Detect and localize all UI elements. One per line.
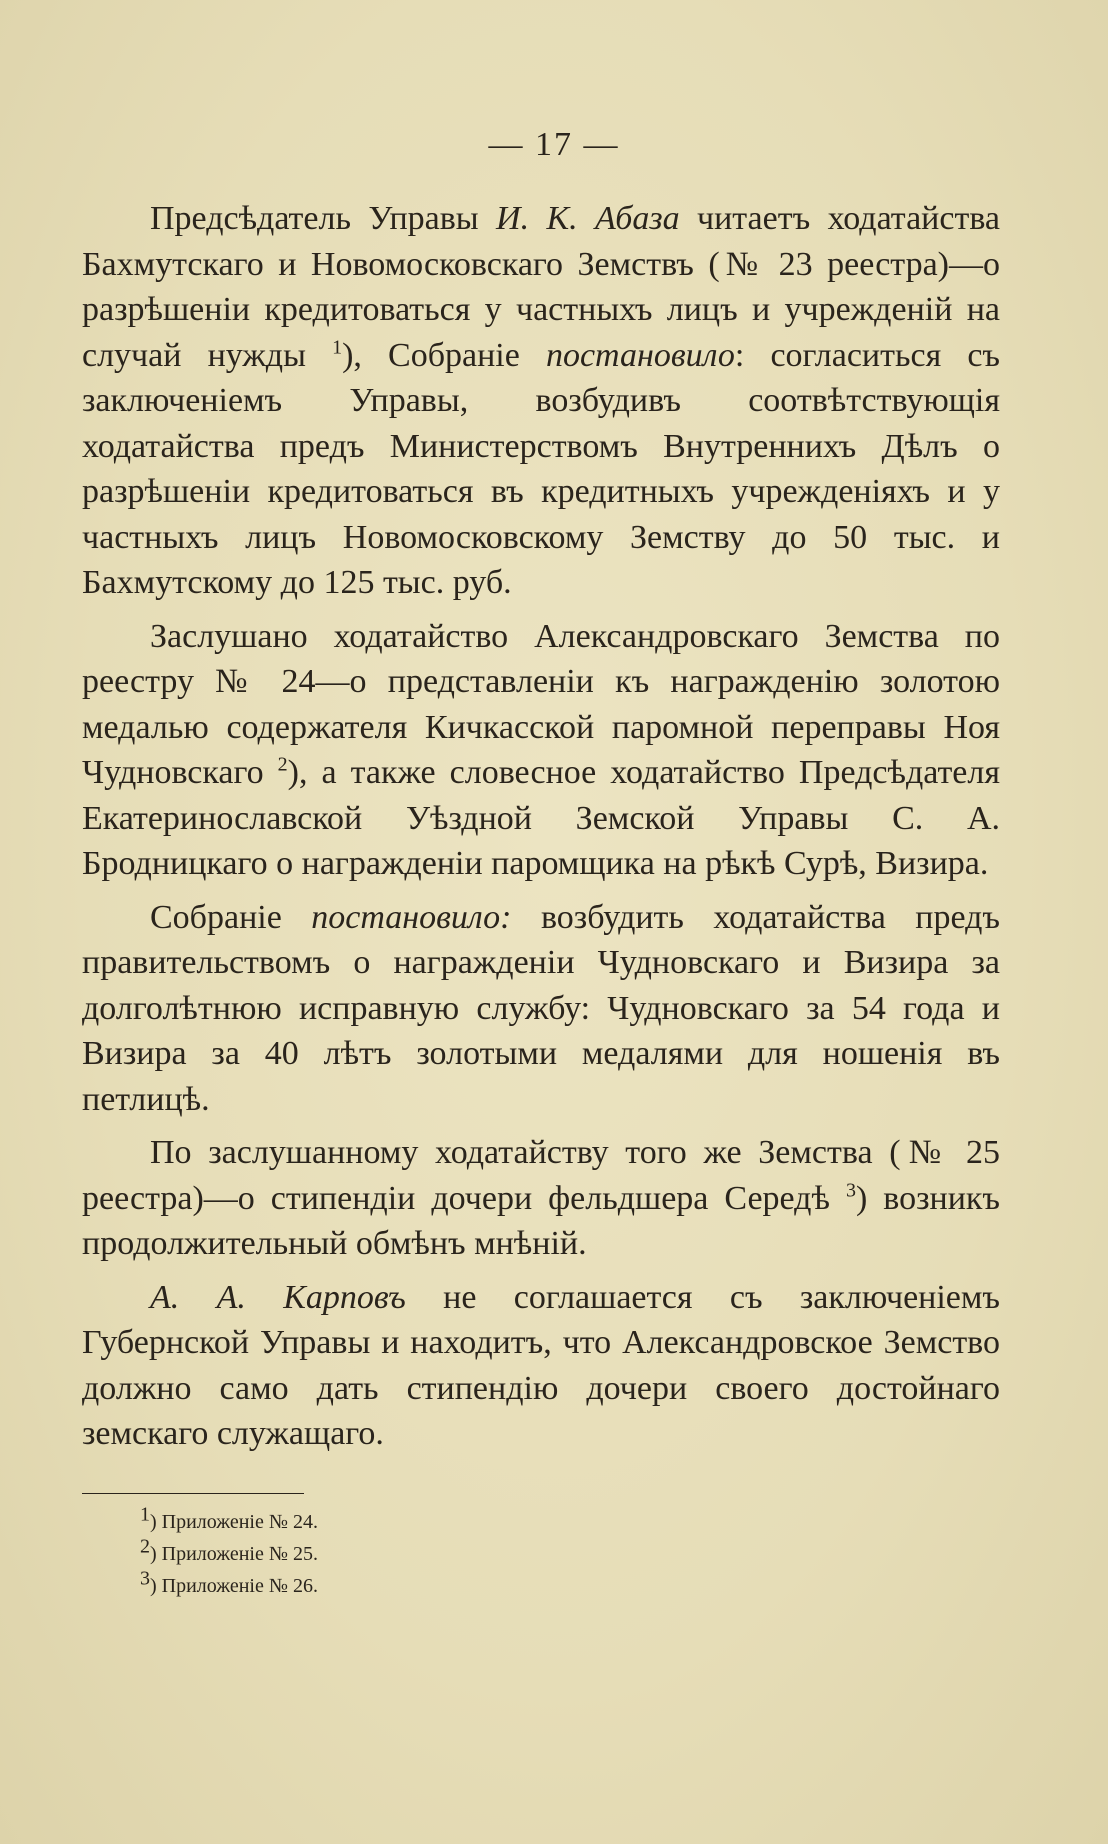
paragraph-text: Предсѣдатель Управы — [150, 200, 497, 237]
paragraph-text: не соглашается съ заключеніемъ Губернской Управы и находитъ, что Александровское Земство должно само дать стипендію дочери своего достойнаго земскаго служащаго. — [82, 1278, 1000, 1452]
footnote-2 — [140, 1535, 640, 1570]
footnote-1 — [140, 1503, 640, 1538]
footnote-text: ) Приложеніе № 24. — [150, 1511, 318, 1533]
document-body — [82, 196, 1000, 1465]
paragraph-4 — [82, 1130, 1000, 1267]
paragraph-text: По заслушанному ходатайству того же Земства (№ 25 реестра)—о стипендіи дочери фельдшера Середѣ — [82, 1134, 1000, 1217]
paragraph-3 — [82, 895, 1000, 1123]
footnote-divider — [82, 1493, 304, 1494]
footnote-ref: 3 — [845, 1179, 856, 1202]
footnote-mark: 2 — [140, 1535, 150, 1558]
footnote-3 — [140, 1567, 640, 1602]
paragraph-2 — [82, 614, 1000, 887]
emphasis-text: постановило: — [311, 898, 512, 936]
footnote-text: ) Приложеніе № 26. — [150, 1575, 318, 1597]
paragraph-1 — [82, 196, 1000, 606]
paragraph-text: ), а также словесное ходатайство Предсѣдателя Екатеринославской Уѣздной Земской Управы С. А. Бродницкаго о награжденіи паромщика на рѣкѣ Сурѣ, Визира. — [82, 754, 1001, 882]
paragraph-text: Собраніе — [150, 898, 312, 936]
paragraph-5 — [82, 1275, 1000, 1457]
page-number: — 17 — — [488, 126, 620, 163]
paragraph-text: : согласиться съ заключеніемъ Управы, возбудивъ соотвѣтствующія ходатайства предъ Министерствомъ Внутреннихъ Дѣлъ о разрѣшеніи кредитоваться въ кредитныхъ учрежденіяхъ и у частныхъ лицъ Новомосковскому Земству до 50 тыс. и Бахмутскому до 125 тыс. руб. — [82, 336, 1001, 601]
speaker-name: А. А. Карповъ — [150, 1278, 406, 1316]
footnote-text: ) Приложеніе № 25. — [150, 1543, 318, 1565]
footnote-ref: 2 — [277, 753, 288, 776]
paragraph-text: ) возникъ продолжительный обмѣнъ мнѣній. — [82, 1179, 1000, 1262]
paragraph-text: ), Собраніе — [342, 336, 546, 374]
footnote-mark: 1 — [140, 1503, 150, 1526]
speaker-name: И. К. Абаза — [496, 200, 680, 237]
paragraph-text: Заслушано ходатайство Александровскаго Земства по реестру № 24—о представленіи къ награжденію золотою медалью содержателя Кичкасской паромной переправы Ноя Чудновскаго — [82, 617, 1000, 791]
emphasis-text: постановило — [545, 336, 735, 374]
paragraph-text: читаетъ ходатайства Бахмутскаго и Новомосковскаго Земствъ (№ 23 реестра)—о разрѣшеніи кредитоваться у частныхъ лицъ и учрежденій на случай нужды — [82, 200, 1001, 374]
paragraph-text: возбудить ходатайства предъ правительствомъ о награжденіи Чудновскаго и Визира за долголѣтнюю исправную службу: Чудновскаго за 54 года и Визира за 40 лѣтъ золотыми медалями для ношенія въ петлицѣ. — [82, 898, 1000, 1118]
footnote-ref: 1 — [332, 336, 343, 359]
footnote-mark: 3 — [140, 1567, 150, 1590]
footnotes — [140, 1503, 640, 1602]
